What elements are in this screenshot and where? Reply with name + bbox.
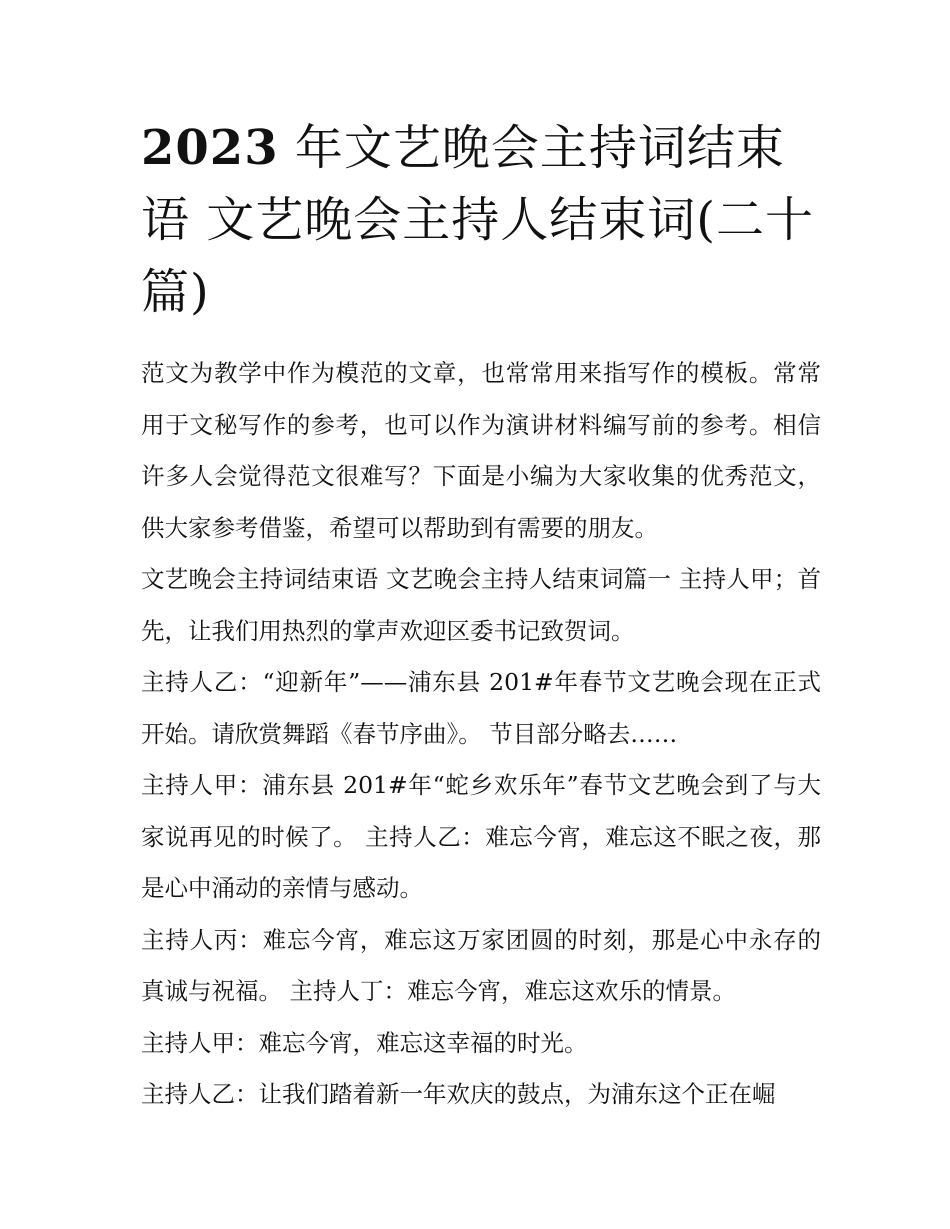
title-year: 2023 (141, 120, 279, 176)
paragraph-6: 主持人乙：让我们踏着新一年欢庆的鼓点，为浦东这个正在崛 (141, 1080, 776, 1108)
document-title (141, 112, 821, 328)
paragraph-4: 主持人丙：难忘今宵，难忘这万家团圆的时刻，那是心中永存的真诚与祝福。 主持人丁：难忘今宵，难忘这欢乐的情景。 (141, 925, 821, 1005)
title-text: 年文艺晚会主持词结束语 文艺晚会主持人结束词(二十篇) (141, 120, 814, 320)
document-body (141, 348, 821, 1121)
paragraph-3: 主持人甲：浦东县 201#年“蛇乡欢乐年”春节文艺晚会到了与大家说再见的时候了。 主持人乙：难忘今宵，难忘这不眠之夜，那是心中涌动的亲情与感动。 (141, 771, 821, 902)
paragraph-1: 文艺晚会主持词结束语 文艺晚会主持人结束词篇一 主持人甲；首先，让我们用热烈的掌声欢迎区委书记致贺词。 (141, 565, 821, 645)
paragraph-5: 主持人甲：难忘今宵，难忘这幸福的时光。 (141, 1028, 588, 1057)
document-content (141, 112, 821, 1121)
paragraph-2: 主持人乙：“迎新年”——浦东县 201#年春节文艺晚会现在正式开始。请欣赏舞蹈《春节序曲》。 节目部分略去…… (141, 668, 821, 748)
paragraph-intro: 范文为教学中作为模范的文章，也常常用来指写作的模板。常常用于文秘写作的参考，也可以作为演讲材料编写前的参考。相信许多人会觉得范文很难写？下面是小编为大家收集的优秀范文，供大家参考借鉴，希望可以帮助到有需要的朋友。 (141, 359, 821, 542)
